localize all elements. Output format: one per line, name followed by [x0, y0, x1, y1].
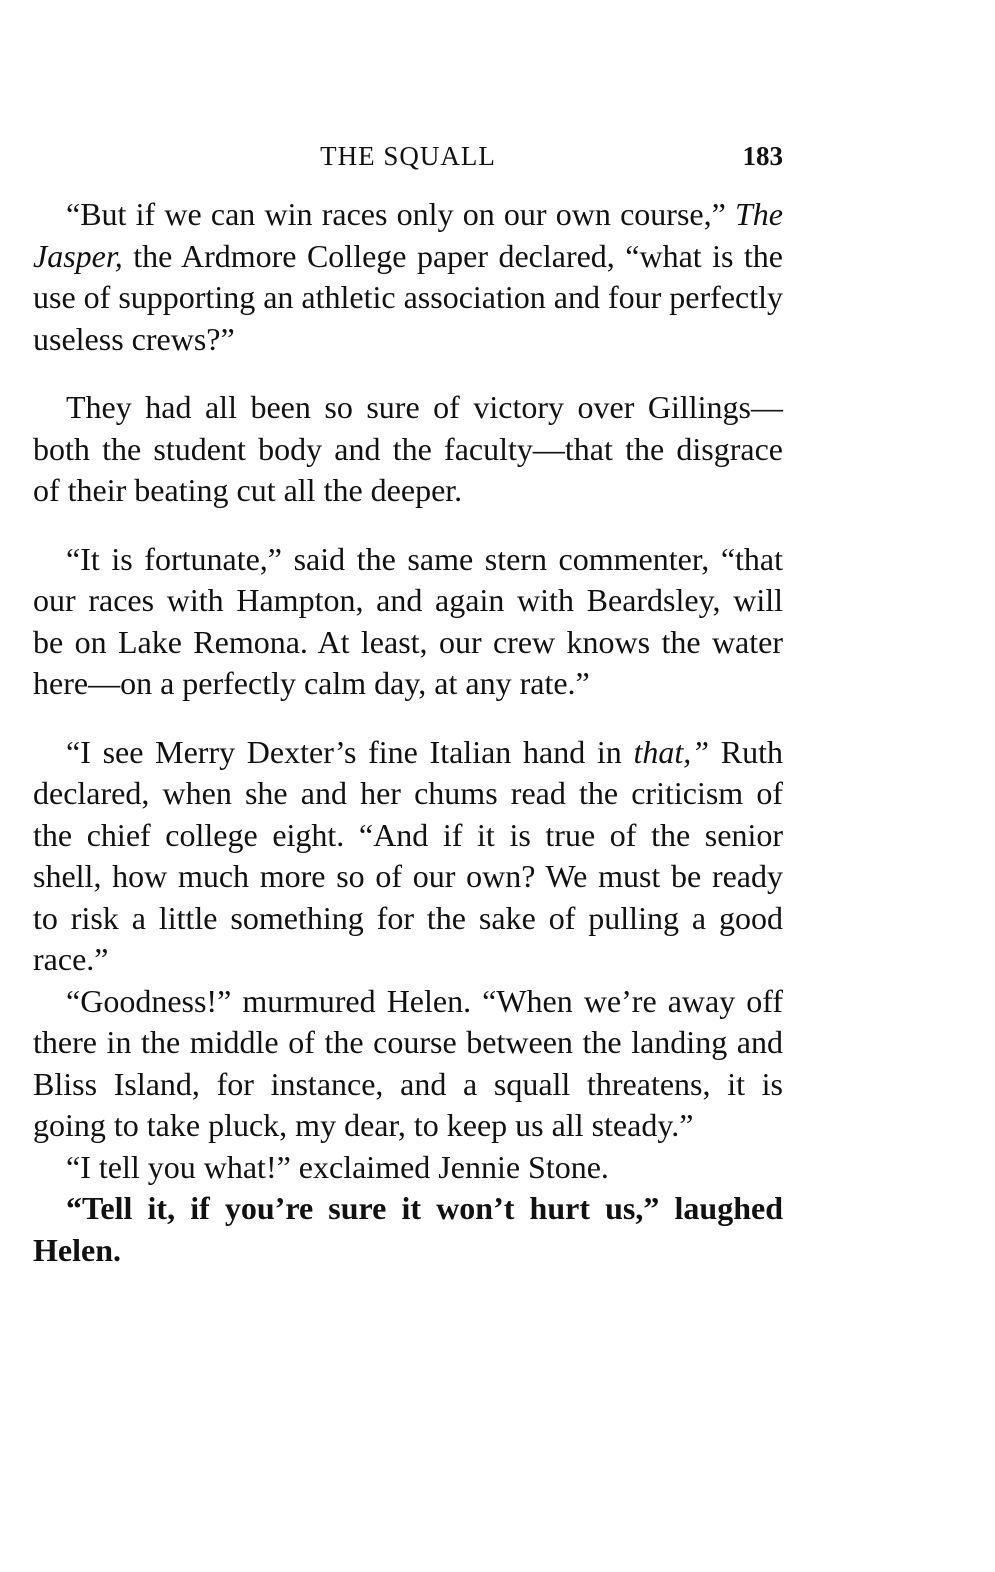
newspaper-title: The Jasper, — [33, 196, 783, 274]
paragraph-1-start: “But if we can win races only on our own course,” — [66, 196, 735, 232]
paragraph-1-end: the Ardmore College paper declared, “what is the use of supporting an athletic association and four perfectly useless crews?” — [33, 237, 783, 357]
paragraph-3: “It is fortunate,” said the same stern commenter, “that our races with Hampton, and again with Beardsley, will be on Lake Remona. At least, our crew knows the water here—on a perfectly calm day, at any rate.” — [33, 540, 783, 701]
running-title: THE SQUALL — [320, 141, 496, 171]
body-text — [33, 194, 783, 1271]
paragraph-5: “Goodness!” murmured Helen. “When we’re away off there in the middle of the course between the landing and Bliss Island, for instance, and a squall threatens, it is going to take pluck, my dear, to keep us all steady.” — [33, 982, 783, 1143]
running-head — [33, 138, 783, 174]
paragraph-4-italic: that,” — [633, 733, 710, 770]
paragraph-7: “Tell it, if you’re sure it won’t hurt us,” laughed Helen. — [33, 1190, 783, 1268]
paragraph-4-start: “I see Merry Dexter’s fine Italian hand in — [66, 733, 634, 770]
paragraph-4 — [33, 732, 783, 981]
paragraph-4-end: Ruth declared, when she and her chums read the criticism of the chief college eight. “And if it is true of the senior shell, how much more so of our own? We must be ready to risk a little something for the sake of pulling a good race.” — [33, 733, 783, 977]
page-number: 183 — [742, 141, 783, 171]
paragraph-6: “I tell you what!” exclaimed Jennie Stone. — [66, 1148, 609, 1185]
paragraph-2: They had all been so sure of victory over Gillings—both the student body and the faculty—that the disgrace of their beating cut all the deeper. — [33, 389, 783, 508]
paragraph-1 — [33, 194, 783, 360]
